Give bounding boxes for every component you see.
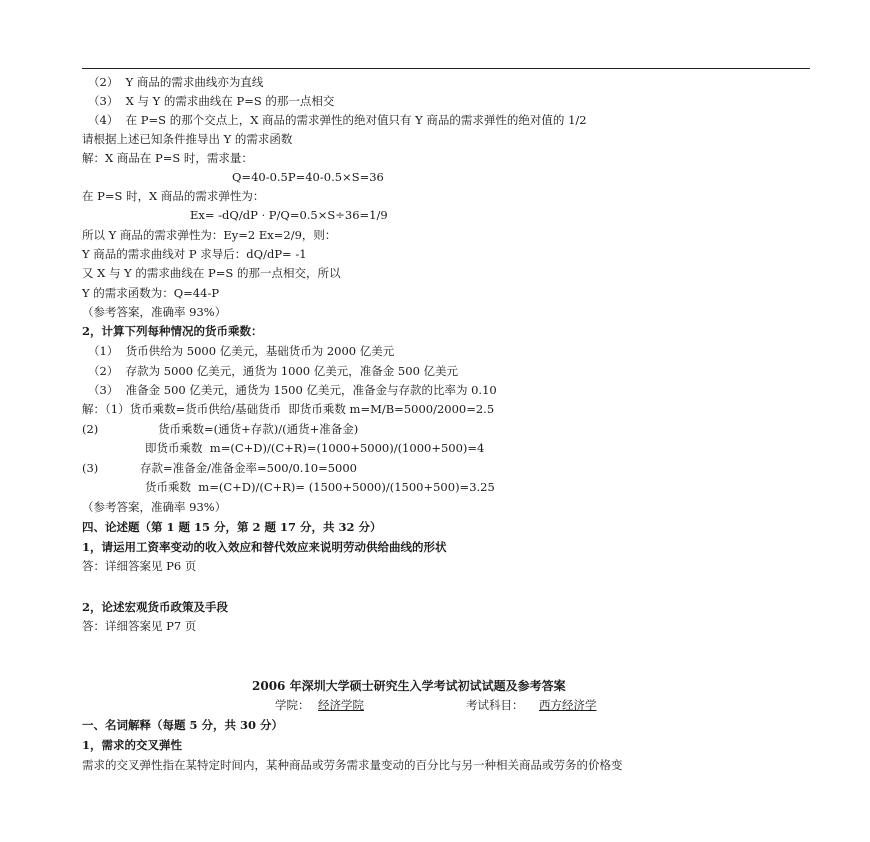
college-label: 学院： <box>275 698 310 712</box>
equation-line: Ex= -dQ/dP · P/Q=0.5×S÷36=1/9 <box>190 208 388 222</box>
text-line: 又 X 与 Y 的需求曲线在 P=S 的那一点相交，所以 <box>82 266 341 280</box>
text-line: Y 商品的需求曲线对 P 求导后：dQ/dP= -1 <box>82 247 307 261</box>
text-line: 请根据上述已知条件推导出 Y 的需求函数 <box>82 132 293 146</box>
subject-value: 西方经济学 <box>539 698 597 712</box>
question-heading: 2，计算下列每种情况的货币乘数： <box>82 324 263 338</box>
subject-label: 考试科目： <box>466 698 524 712</box>
text-line: 解：X 商品在 P=S 时，需求量： <box>82 151 253 165</box>
question-heading: 2，论述宏观货币政策及手段 <box>82 600 229 614</box>
text-line: （2） Y 商品的需求曲线亦为直线 <box>88 75 264 89</box>
text-line: 解：（1）货币乘数=货币供给/基础货币 即货币乘数 m=M/B=5000/2000=2.5 <box>82 402 495 416</box>
text-line: Y 的需求函数为：Q=44-P <box>82 286 220 300</box>
header-rule <box>82 68 810 69</box>
text-line: (2) <box>82 422 99 436</box>
text-line: （4） 在 P=S 的那个交点上，X 商品的需求弹性的绝对值只有 Y 商品的需求弹性的绝对值的 1/2 <box>88 113 587 127</box>
text-line: （2） 存款为 5000 亿美元，通货为 1000 亿美元，准备金 500 亿美元 <box>88 364 459 378</box>
text-line: （3） X 与 Y 的需求曲线在 P=S 的那一点相交 <box>88 94 335 108</box>
exam-title: 2006 年深圳大学硕士研究生入学考试初试试题及参考答案 <box>252 679 566 693</box>
text-line: (3) <box>82 461 99 475</box>
text-line: 在 P=S 时，X 商品的需求弹性为： <box>82 189 265 203</box>
equation-line: 货币乘数 m=(C+D)/(C+R)= (1500+5000)/(1500+500)=3.25 <box>145 480 495 494</box>
text-line: （1） 货币供给为 5000 亿美元，基础货币为 2000 亿美元 <box>88 344 395 358</box>
text-line: 存款=准备金/准备金率=500/0.10=5000 <box>140 461 357 475</box>
question-heading: 1，需求的交叉弹性 <box>82 738 183 752</box>
note-line: （参考答案，准确率 93%） <box>82 500 227 514</box>
note-line: （参考答案，准确率 93%） <box>82 305 227 319</box>
text-line: （3） 准备金 500 亿美元，通货为 1500 亿美元，准备金与存款的比率为 0.10 <box>88 383 497 397</box>
college-value: 经济学院 <box>318 698 364 712</box>
equation-line: Q=40-0.5P=40-0.5×S=36 <box>232 170 384 184</box>
text-line: 所以 Y 商品的需求弹性为：Ey=2 Ex=2/9，则： <box>82 228 337 242</box>
answer-line: 答：详细答案见 P6 页 <box>82 559 197 573</box>
text-line: 货币乘数=(通货+存款)/(通货+准备金) <box>158 422 359 436</box>
answer-line: 需求的交叉弹性指在某特定时间内，某种商品或劳务需求量变动的百分比与另一种相关商品或劳务的价格变 <box>82 758 623 772</box>
answer-line: 答：详细答案见 P7 页 <box>82 619 197 633</box>
section-heading: 四、论述题（第 1 题 15 分，第 2 题 17 分，共 32 分） <box>82 520 382 534</box>
equation-line: 即货币乘数 m=(C+D)/(C+R)=(1000+5000)/(1000+500)=4 <box>145 441 485 455</box>
question-heading: 1，请运用工资率变动的收入效应和替代效应来说明劳动供给曲线的形状 <box>82 540 447 554</box>
section-heading: 一、名词解释（每题 5 分，共 30 分） <box>82 718 284 732</box>
